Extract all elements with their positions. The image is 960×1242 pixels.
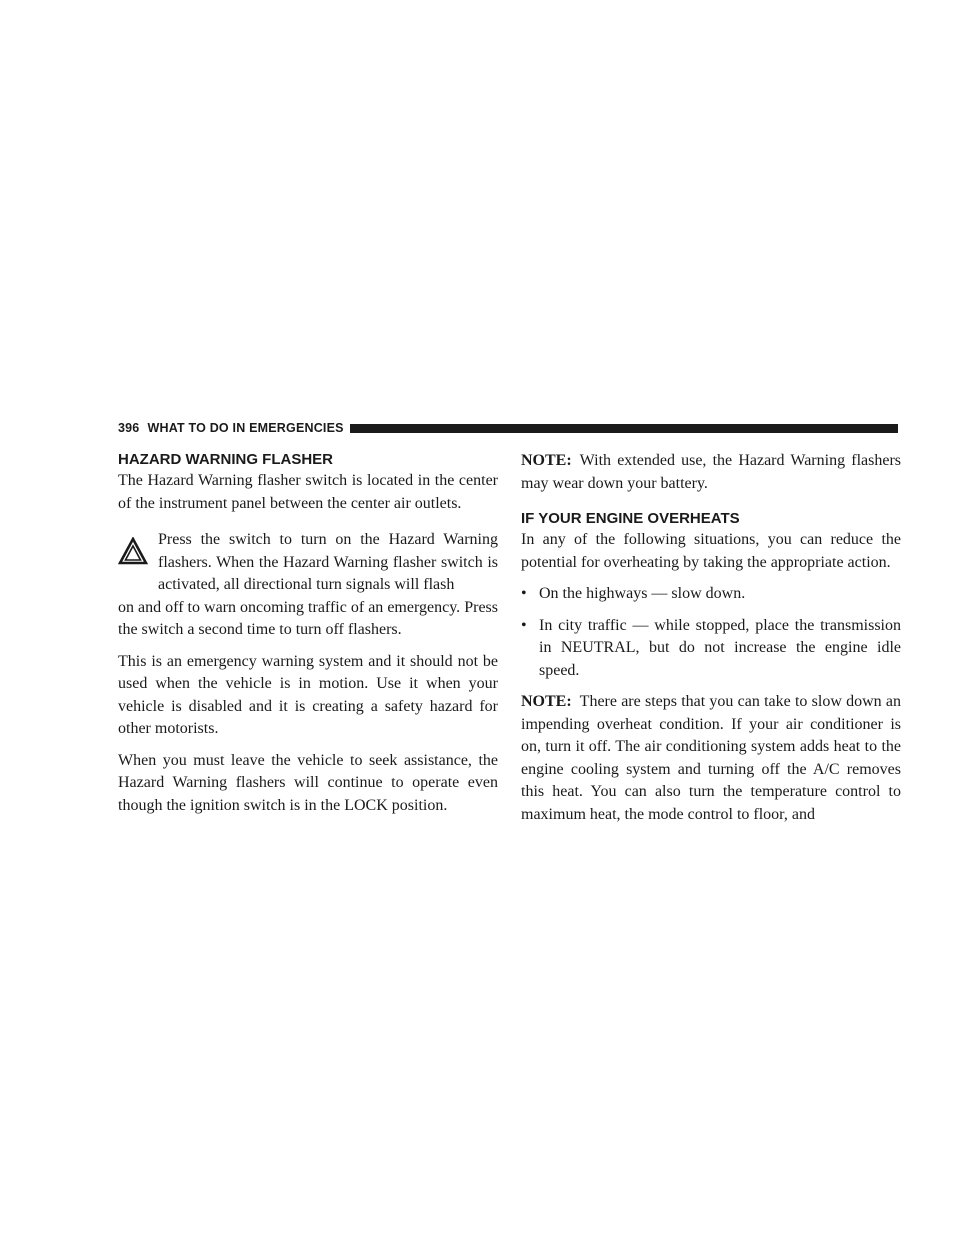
note-text: There are steps that you can take to slow down an impending overheat condition. If your air conditioner is on, turn it off. The air conditioning system adds heat to the engine cooling system and turning off the A/C removes this heat. You can also turn the temperature control to maximum heat, the mode control to floor, and [521, 693, 901, 823]
hazard-paragraph-3: When you must leave the vehicle to seek assistance, the Hazard Warning flashers will continue to operate even though the ignition switch is in the LOCK position. [118, 751, 498, 814]
overheat-intro: In any of the following situations, you can reduce the potential for overheating by taking the appropriate action. [521, 531, 901, 571]
left-column [118, 450, 498, 817]
hazard-intro: The Hazard Warning flasher switch is located in the center of the instrument panel between the center air outlets. [118, 472, 498, 512]
note-text: With extended use, the Hazard Warning flashers may wear down your battery. [521, 452, 901, 492]
list-item: • On the highways — slow down. [521, 585, 746, 602]
note-label: NOTE: [521, 452, 572, 469]
hazard-paragraph-2: This is an emergency warning system and it should not be used when the vehicle is in motion. Use it when your vehicle is disabled and it is creating a safety hazard for other motorists. [118, 652, 498, 737]
warning-triangle-icon [118, 537, 148, 565]
right-column [521, 450, 901, 826]
warning-text-indented: Press the switch to turn on the Hazard Warning flashers. When the Hazard Warning flasher switch is activated, all directional turn signals will flash [158, 531, 498, 593]
overheat-heading: IF YOUR ENGINE OVERHEATS [521, 510, 740, 527]
note-battery [521, 450, 901, 495]
page-number: 396 [118, 421, 140, 435]
page-header [118, 420, 898, 436]
section-title: WHAT TO DO IN EMERGENCIES [147, 421, 344, 435]
warning-block [118, 529, 498, 642]
note-overheat [521, 691, 901, 826]
header-rule [350, 424, 898, 433]
overheat-list [521, 583, 901, 682]
note-label: NOTE: [521, 693, 572, 710]
list-item: • In city traffic — while stopped, place the transmission in NEUTRAL, but do not increase the engine idle speed. [521, 616, 901, 679]
warning-text-continued: on and off to warn oncoming traffic of an emergency. Press the switch a second time to turn off flashers. [118, 598, 498, 638]
hazard-heading: HAZARD WARNING FLASHER [118, 451, 333, 468]
